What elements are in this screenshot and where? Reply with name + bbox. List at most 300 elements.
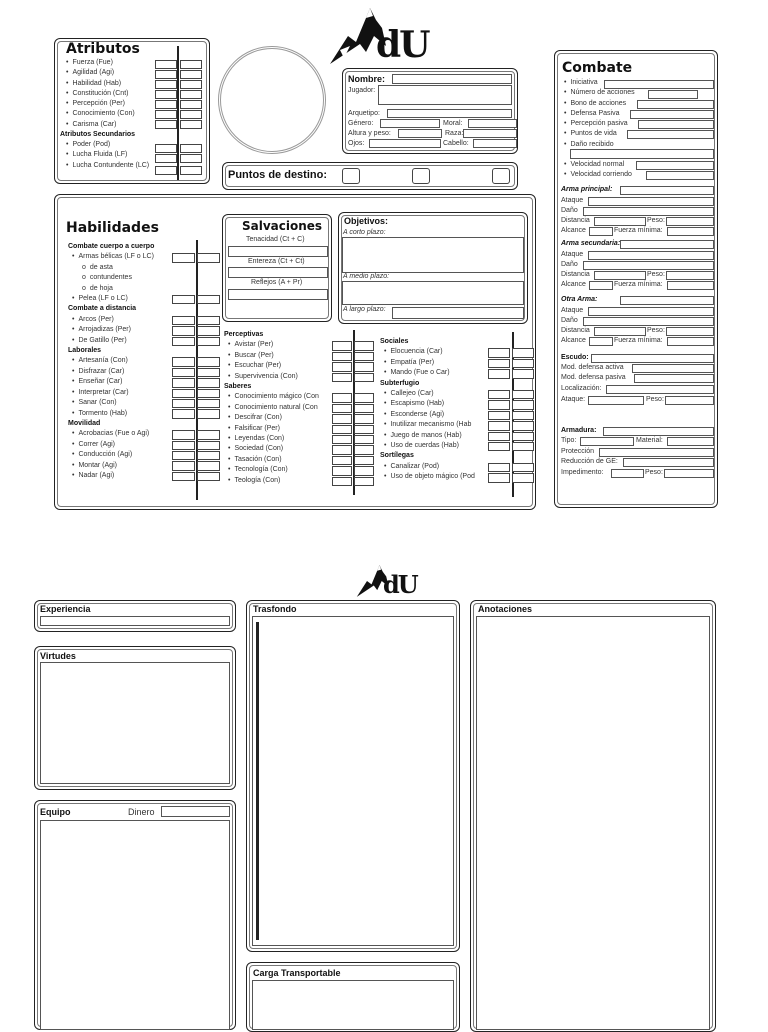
trasfondo-title: Trasfondo xyxy=(253,604,297,614)
skill-box-b-right-list-1-3[interactable] xyxy=(512,421,534,430)
skill-box-a-hab-list-2-2[interactable] xyxy=(172,378,195,387)
velocidad-normal: • Velocidad normal xyxy=(560,160,632,170)
combate-list-2 xyxy=(560,160,632,181)
skill-box-a-hab-list-2-5[interactable] xyxy=(172,409,195,418)
skill-box-b-right-list-1-4[interactable] xyxy=(512,432,534,441)
skill-box-b-mid-list-0-0[interactable] xyxy=(354,341,374,350)
skill-hab-list-2-1: • Disfrazar (Car) xyxy=(68,367,178,377)
attr-lucha-fluida: • Lucha Fluida (LF) xyxy=(62,150,149,160)
attr-base-box-4[interactable] xyxy=(155,100,177,109)
skill-box-b-mid-list-1-4[interactable] xyxy=(354,435,374,444)
mod-activa-field[interactable] xyxy=(632,364,714,373)
skill-hab-list-3-2: • Conducción (Agi) xyxy=(68,450,178,460)
skill-mid-list-0-3: • Supervivencia (Con) xyxy=(224,372,319,382)
skill-hab-list-1-0: • Arcos (Per) xyxy=(68,315,178,325)
attr-total-box-3[interactable] xyxy=(180,90,202,99)
weapon-1-title: Arma secundaria: xyxy=(561,240,621,247)
destino-box-2[interactable] xyxy=(412,168,430,184)
skill-hab-list-2-0: • Artesanía (Con) xyxy=(68,356,178,366)
skill-hab-list-3-0: • Acrobacias (Fue o Agi) xyxy=(68,429,178,439)
equipo-title: Equipo xyxy=(40,807,71,817)
weapon-0-fuerza-field[interactable] xyxy=(667,227,714,236)
logo-text-2: dU xyxy=(383,570,417,599)
skill-box-a-hab-list-3-2[interactable] xyxy=(172,451,195,460)
skill-right-list-1-4: • Juego de manos (Hab) xyxy=(380,431,475,441)
attr-total-box-2[interactable] xyxy=(180,80,202,89)
proteccion-field[interactable] xyxy=(599,448,714,457)
weapon-2-dano-field[interactable] xyxy=(583,317,714,326)
atributos-secundarios-title: Atributos Secundarios xyxy=(60,131,136,139)
weapon-1-dano-field[interactable] xyxy=(583,261,714,270)
skill-box-b-mid-list-0-2[interactable] xyxy=(354,362,374,371)
ojos-label: Ojos: xyxy=(348,140,365,147)
weapon-0-distancia-field[interactable] xyxy=(594,217,646,226)
skill-box-b-right-list-1-2[interactable] xyxy=(512,411,534,420)
trasfondo-field[interactable] xyxy=(252,616,454,946)
weapon-2-peso-label: Peso: xyxy=(647,327,665,334)
weapon-0-ataque-label: Ataque xyxy=(561,197,584,204)
anotaciones-title: Anotaciones xyxy=(478,604,533,614)
corto-plazo-label: A corto plazo: xyxy=(343,229,386,236)
skill-hab-list-1-1: • Arrojadizas (Per) xyxy=(68,325,178,335)
tenacidad-field[interactable] xyxy=(228,246,328,257)
combate-title: Combate xyxy=(562,60,633,76)
skill-box-a-right-list-2-0[interactable] xyxy=(488,463,510,472)
attr-base-box-3[interactable] xyxy=(155,90,177,99)
weapon-0-peso-label: Peso: xyxy=(647,217,665,224)
defensa-pasiva: • Defensa Pasiva xyxy=(560,109,635,119)
armadura-field[interactable] xyxy=(603,427,714,436)
skill-mid-list-0-2: • Escuchar (Per) xyxy=(224,361,319,371)
experiencia-field[interactable] xyxy=(40,616,230,626)
moral-label: Moral: xyxy=(443,120,463,127)
attr-total-box-8[interactable] xyxy=(180,154,202,163)
reflejos-label: Reflejos (A + Pr) xyxy=(251,279,303,286)
skill-box-a-hab-list-2-4[interactable] xyxy=(172,399,195,408)
group-right-list-1: Subterfugio xyxy=(380,379,420,387)
skill-box-a-right-list-1-1[interactable] xyxy=(488,400,510,409)
attr-base-box-7[interactable] xyxy=(155,144,177,153)
ojos-field[interactable] xyxy=(369,139,441,148)
attr-base-box-5[interactable] xyxy=(155,110,177,119)
virtudes-field[interactable] xyxy=(40,662,230,784)
corto-plazo-field[interactable] xyxy=(342,237,524,273)
weapon-2-alcance-field[interactable] xyxy=(589,337,613,346)
portrait-circle[interactable] xyxy=(218,46,326,154)
skill-hab-list-0-2: o contundentes xyxy=(68,273,178,283)
tenacidad-label: Tenacidad (Ct + C) xyxy=(246,236,305,243)
destino-label: Puntos de destino: xyxy=(228,169,327,181)
escudo-text: Escudo xyxy=(561,354,587,361)
jugador-field[interactable] xyxy=(378,85,512,105)
skill-box-a-mid-list-1-4[interactable] xyxy=(332,435,352,444)
escudo-ataque-field[interactable] xyxy=(588,396,644,405)
salvaciones-title: Salvaciones xyxy=(242,219,323,233)
skill-box-b-right-list-0-0[interactable] xyxy=(512,348,534,357)
skill-right-list-0-2: • Mando (Fue o Car) xyxy=(380,368,475,378)
skill-box-b-mid-list-1-0[interactable] xyxy=(354,393,374,402)
weapon-1-fuerza-field[interactable] xyxy=(667,281,714,290)
attr-base-box-0[interactable] xyxy=(155,60,177,69)
skill-box-a-right-list-0-0[interactable] xyxy=(488,348,510,357)
skill-box-a-mid-list-1-6[interactable] xyxy=(332,456,352,465)
numero-acciones-field[interactable] xyxy=(648,90,698,99)
carga-title: Carga Transportable xyxy=(253,968,341,978)
skill-mid-list-1-6: • Tasación (Con) xyxy=(224,455,319,465)
skill-box-a-mid-list-0-1[interactable] xyxy=(332,352,352,361)
skill-box-a-hab-list-1-1[interactable] xyxy=(172,326,195,335)
localizacion-field[interactable] xyxy=(606,385,714,394)
skill-mid-list-1-4: • Leyendas (Con) xyxy=(224,434,319,444)
skill-box-a-right-list-2-1[interactable] xyxy=(488,473,510,482)
genero-label: Género: xyxy=(348,120,374,127)
skill-box-a-hab-list-2-1[interactable] xyxy=(172,368,195,377)
armadura-label: Armadura: xyxy=(561,427,597,434)
group-mid-list-1: Saberes xyxy=(224,383,252,391)
skill-box-b-mid-list-1-6[interactable] xyxy=(354,456,374,465)
weapon-0-ataque-field[interactable] xyxy=(588,197,714,206)
skill-box-b-hab-list-3-2[interactable] xyxy=(197,451,220,460)
carga-field[interactable] xyxy=(252,980,454,1030)
skill-box-a-right-list-0-1[interactable] xyxy=(488,359,510,368)
skill-box-b-mid-list-1-5[interactable] xyxy=(354,445,374,454)
weapon-0-alcance-field[interactable] xyxy=(589,227,613,236)
skill-hab-list-3-1: • Correr (Agi) xyxy=(68,440,178,450)
attr-fuerza: • Fuerza (Fue) xyxy=(62,58,149,68)
skill-right-list-2-0: • Canalizar (Pod) xyxy=(380,462,475,472)
weapon-1-ataque-field[interactable] xyxy=(588,251,714,260)
escudo-ataque-label: Ataque: xyxy=(561,396,586,403)
skill-mid-list-1-0: • Conocimiento mágico (Con xyxy=(224,392,319,402)
escudo-peso-field[interactable] xyxy=(665,396,714,405)
skill-box-b-mid-list-0-3[interactable] xyxy=(354,373,374,382)
skill-right-list-1-2: • Esconderse (Agi) xyxy=(380,410,475,420)
medio-plazo-label: A medio plazo: xyxy=(343,273,390,280)
skill-box-b-hab-list-1-1[interactable] xyxy=(197,326,220,335)
defensa-pasiva-field[interactable] xyxy=(630,110,714,119)
skill-box-a-mid-list-1-1[interactable] xyxy=(332,404,352,413)
attr-base-box-8[interactable] xyxy=(155,154,177,163)
weapon-2-title-text: Otra Arma xyxy=(561,296,595,303)
anotaciones-field[interactable] xyxy=(476,616,710,1030)
skill-right-list-2-1: • Uso de objeto mágico (Pod xyxy=(380,472,475,482)
skill-box-b-mid-list-1-8[interactable] xyxy=(354,477,374,486)
jugador-label: Jugador: xyxy=(348,87,376,94)
skill-box-b-mid-list-1-1[interactable] xyxy=(354,404,374,413)
attr-base-box-6[interactable] xyxy=(155,120,177,129)
weapon-2-ataque-field[interactable] xyxy=(588,307,714,316)
skill-box-b-hab-list-3-0[interactable] xyxy=(197,430,220,439)
weapon-0-title-text: Arma principal xyxy=(561,186,611,193)
weapon-0-peso-field[interactable] xyxy=(666,217,714,226)
skill-mid-list-1-7: • Tecnología (Con) xyxy=(224,465,319,475)
bono-acciones-field[interactable] xyxy=(637,100,714,109)
weapon-1-ataque-label: Ataque xyxy=(561,251,584,258)
skill-box-a-mid-list-1-8[interactable] xyxy=(332,477,352,486)
skill-right-list-0-0: • Elocuencia (Car) xyxy=(380,347,475,357)
weapon-2-fuerza-field[interactable] xyxy=(667,337,714,346)
skill-box-a-mid-list-1-2[interactable] xyxy=(332,414,352,423)
bono-acciones: • Bono de acciones xyxy=(560,99,635,109)
attr-total-box-6[interactable] xyxy=(180,120,202,129)
weapon-2-distancia-label: Distancia xyxy=(561,327,590,334)
numero-acciones: • Número de acciones xyxy=(560,88,635,98)
tipo-field[interactable] xyxy=(580,437,634,446)
skill-box-b-hab-list-2-5[interactable] xyxy=(197,409,220,418)
weapon-2-name-field[interactable] xyxy=(620,296,714,305)
skill-box-a-mid-list-1-0[interactable] xyxy=(332,393,352,402)
skill-box-a-hab-list-2-0[interactable] xyxy=(172,357,195,366)
weapon-1-fuerza-label: Fuerza mínima: xyxy=(614,281,663,288)
weapon-2-peso-field[interactable] xyxy=(666,327,714,336)
percepcion-pasiva-field[interactable] xyxy=(638,120,714,129)
virtudes-title: Virtudes xyxy=(40,651,76,661)
skill-box-a-hab-list-3-1[interactable] xyxy=(172,441,195,450)
skill-box-b-mid-list-1-2[interactable] xyxy=(354,414,374,423)
weapon-1-distancia-label: Distancia xyxy=(561,271,590,278)
skill-mid-list-0-0: • Avistar (Per) xyxy=(224,340,319,350)
skill-box-a-mid-list-0-0[interactable] xyxy=(332,341,352,350)
attr-conocimiento: • Conocimiento (Con) xyxy=(62,109,149,119)
divider xyxy=(177,46,179,180)
weapon-0-fuerza-label: Fuerza mínima: xyxy=(614,227,663,234)
skill-box-a-mid-list-1-3[interactable] xyxy=(332,425,352,434)
skill-box-b-right-list-2-0[interactable] xyxy=(512,463,534,472)
attr-total-box-0[interactable] xyxy=(180,60,202,69)
trasfondo-bar xyxy=(256,622,259,940)
skill-mid-list-0-1: • Buscar (Per) xyxy=(224,351,319,361)
skill-box-b-hab-list-1-0[interactable] xyxy=(197,316,220,325)
group-hab-list-3: Movilidad xyxy=(68,419,101,427)
group-right-list-0: Sociales xyxy=(380,338,409,345)
escudo-peso-label: Peso: xyxy=(646,396,664,403)
attr-carisma: • Carisma (Car) xyxy=(62,120,149,130)
largo-plazo-field[interactable] xyxy=(392,307,524,319)
percepcion-pasiva: • Percepción pasiva xyxy=(560,119,635,129)
skill-box-a-right-list-1-4[interactable] xyxy=(488,432,510,441)
skill-box-b-right-list-0-2[interactable] xyxy=(512,369,534,378)
skill-box-b-right-list-1-5[interactable] xyxy=(512,442,534,451)
weapon-1-title-text: Arma secundaria xyxy=(561,240,618,247)
skill-box-b-right-list-2-1[interactable] xyxy=(512,473,534,482)
weapon-1-alcance-field[interactable] xyxy=(589,281,613,290)
group-mid-list-0: Perceptivas xyxy=(224,331,264,338)
skill-box-b-right-list-1-0[interactable] xyxy=(512,390,534,399)
weapon-2-alcance-label: Alcance xyxy=(561,337,586,344)
weapon-1-name-field[interactable] xyxy=(620,240,714,249)
nombre-label: Nombre: xyxy=(348,74,386,84)
skill-mid-list-1-8: • Teología (Con) xyxy=(224,476,319,486)
skill-right-list-1-1: • Escapismo (Hab) xyxy=(380,399,475,409)
skill-box-a-hab-list-3-4[interactable] xyxy=(172,472,195,481)
dano-recibido: • Daño recibido xyxy=(560,140,635,150)
skill-box-b-hab-list-3-4[interactable] xyxy=(197,472,220,481)
skill-mid-list-1-5: • Sociedad (Con) xyxy=(224,444,319,454)
skill-right-list-0-1: • Empatía (Per) xyxy=(380,358,475,368)
skill-box-b-hab-list-0-0[interactable] xyxy=(197,253,220,262)
skill-right-list-1-3: • Inutilizar mecanismo (Hab xyxy=(380,420,475,430)
attr-lucha-contundente: • Lucha Contundente (LC) xyxy=(62,161,149,171)
weapon-0-alcance-label: Alcance xyxy=(561,227,586,234)
genero-field[interactable] xyxy=(380,119,440,128)
skill-box-a-right-list-1-0[interactable] xyxy=(488,390,510,399)
weapon-0-dano-label: Daño xyxy=(561,207,578,214)
armadura-text: Armadura xyxy=(561,427,595,434)
mod-activa-label: Mod. defensa activa xyxy=(561,364,624,371)
skill-box-a-hab-list-0-4[interactable] xyxy=(172,295,195,304)
weapon-1-alcance-label: Alcance xyxy=(561,281,586,288)
material-field[interactable] xyxy=(667,437,714,446)
objetivos-title: Objetivos: xyxy=(344,216,389,226)
escudo-field[interactable] xyxy=(591,354,714,363)
impedimento-field[interactable] xyxy=(611,469,644,478)
puntos-vida: • Puntos de vida xyxy=(560,129,635,139)
attr-total-box-1[interactable] xyxy=(180,70,202,79)
dano-recibido-field[interactable] xyxy=(570,149,714,159)
skill-hab-list-0-1: o de asta xyxy=(68,263,178,273)
skill-box-b-hab-list-0-4[interactable] xyxy=(197,295,220,304)
material-label: Material: xyxy=(636,437,663,444)
skill-hab-list-2-4: • Sanar (Con) xyxy=(68,398,178,408)
skill-hab-list-0-4: • Pelea (LF o LC) xyxy=(68,294,178,304)
skill-box-a-right-list-0-2[interactable] xyxy=(488,369,510,378)
skill-box-b-hab-list-2-0[interactable] xyxy=(197,357,220,366)
skill-box-b-hab-list-3-1[interactable] xyxy=(197,441,220,450)
attr-agilidad: • Agilidad (Agi) xyxy=(62,68,149,78)
skill-box-a-mid-list-0-2[interactable] xyxy=(332,362,352,371)
skill-box-b-mid-list-0-1[interactable] xyxy=(354,352,374,361)
skill-box-a-hab-list-3-0[interactable] xyxy=(172,430,195,439)
skill-hab-list-3-3: • Montar (Agi) xyxy=(68,461,178,471)
attr-total-box-5[interactable] xyxy=(180,110,202,119)
destino-box-1[interactable] xyxy=(342,168,360,184)
armadura-peso-field[interactable] xyxy=(664,469,714,478)
raza-field[interactable] xyxy=(463,129,517,138)
skill-box-a-hab-list-2-3[interactable] xyxy=(172,389,195,398)
skill-box-a-hab-list-0-0[interactable] xyxy=(172,253,195,262)
skill-mid-list-1-3: • Falsificar (Per) xyxy=(224,424,319,434)
skill-box-a-hab-list-1-0[interactable] xyxy=(172,316,195,325)
skill-right-list-1-5: • Uso de cuerdas (Hab) xyxy=(380,441,475,451)
skill-box-b-hab-list-1-2[interactable] xyxy=(197,337,220,346)
medio-plazo-field[interactable] xyxy=(342,281,524,305)
group-hab-list-1: Combate a distancia xyxy=(68,305,137,313)
armadura-peso-label: Peso: xyxy=(645,469,663,476)
logo-text: dU xyxy=(376,24,429,66)
skill-right-list-1-0: • Callejeo (Car) xyxy=(380,389,475,399)
skill-box-a-right-list-1-3[interactable] xyxy=(488,421,510,430)
skill-box-a-mid-list-1-7[interactable] xyxy=(332,466,352,475)
skill-mid-list-1-2: • Descifrar (Con) xyxy=(224,413,319,423)
tipo-label: Tipo: xyxy=(561,437,577,444)
equipo-field[interactable] xyxy=(40,820,230,1030)
reduccion-label: Reducción de GE: xyxy=(561,458,618,465)
weapon-1-peso-label: Peso: xyxy=(647,271,665,278)
attr-base-box-1[interactable] xyxy=(155,70,177,79)
skill-box-b-hab-list-2-3[interactable] xyxy=(197,389,220,398)
attr-total-box-7[interactable] xyxy=(180,144,202,153)
atributos-title: Atributos xyxy=(66,41,140,57)
skill-box-b-hab-list-2-1[interactable] xyxy=(197,368,220,377)
attr-base-box-2[interactable] xyxy=(155,80,177,89)
weapon-1-peso-field[interactable] xyxy=(666,271,714,280)
weapon-2-fuerza-label: Fuerza mínima: xyxy=(614,337,663,344)
velocidad-corriendo-field[interactable] xyxy=(646,171,714,180)
entereza-field[interactable] xyxy=(228,267,328,278)
skill-box-b-hab-list-2-4[interactable] xyxy=(197,399,220,408)
skill-hab-list-0-3: o de hoja xyxy=(68,284,178,294)
velocidad-normal-field[interactable] xyxy=(636,161,714,170)
skill-box-b-mid-list-1-7[interactable] xyxy=(354,466,374,475)
skill-hab-list-3-4: • Nadar (Agi) xyxy=(68,471,178,481)
arquetipo-field[interactable] xyxy=(387,109,512,118)
skill-box-b-right-list-1-1[interactable] xyxy=(512,400,534,409)
skill-hab-list-2-5: • Tormento (Hab) xyxy=(68,409,178,419)
altura-peso-field[interactable] xyxy=(398,129,442,138)
skill-box-a-hab-list-1-2[interactable] xyxy=(172,337,195,346)
skill-box-a-right-list-1-5[interactable] xyxy=(488,442,510,451)
reflejos-field[interactable] xyxy=(228,289,328,300)
nombre-field[interactable] xyxy=(392,74,512,84)
weapon-0-distancia-label: Distancia xyxy=(561,217,590,224)
iniciativa-field[interactable] xyxy=(604,80,714,89)
group-hab-list-2: Laborales xyxy=(68,347,102,355)
group-hab-list-0: Combate cuerpo a cuerpo xyxy=(68,243,155,250)
perceptivas-saberes-list xyxy=(224,330,319,486)
dinero-field[interactable] xyxy=(161,806,230,817)
skill-box-b-hab-list-3-3[interactable] xyxy=(197,461,220,470)
skill-hab-list-1-2: • De Gatillo (Per) xyxy=(68,336,178,346)
weapon-2-distancia-field[interactable] xyxy=(594,327,646,336)
localizacion-label: Localización: xyxy=(561,385,602,392)
skill-box-b-mid-list-1-3[interactable] xyxy=(354,425,374,434)
weapon-1-dano-label: Daño xyxy=(561,261,578,268)
skill-hab-list-2-2: • Enseñar (Car) xyxy=(68,377,178,387)
attr-base-box-9[interactable] xyxy=(155,166,177,175)
skill-box-a-mid-list-1-5[interactable] xyxy=(332,445,352,454)
weapon-2-ataque-label: Ataque xyxy=(561,307,584,314)
sociales-list xyxy=(380,337,475,483)
attr-habilidad: • Habilidad (Hab) xyxy=(62,79,149,89)
skill-box-a-right-list-1-2[interactable] xyxy=(488,411,510,420)
attr-total-box-9[interactable] xyxy=(180,166,202,175)
reduccion-field[interactable] xyxy=(623,458,714,467)
skill-mid-list-1-1: • Conocimiento natural (Con xyxy=(224,403,319,413)
mod-pasiva-label: Mod. defensa pasiva xyxy=(561,374,626,381)
logo xyxy=(326,6,430,66)
weapon-0-name-field[interactable] xyxy=(620,186,714,195)
weapon-1-distancia-field[interactable] xyxy=(594,271,646,280)
mod-pasiva-field[interactable] xyxy=(634,374,714,383)
attr-constitucion: • Constitución (Cnt) xyxy=(62,89,149,99)
skill-hab-list-2-3: • Interpretar (Car) xyxy=(68,388,178,398)
destino-box-3[interactable] xyxy=(492,168,510,184)
skill-box-a-hab-list-3-3[interactable] xyxy=(172,461,195,470)
skill-box-b-hab-list-2-2[interactable] xyxy=(197,378,220,387)
attr-percepcion: • Percepción (Per) xyxy=(62,99,149,109)
skill-hab-list-0-0: • Armas bélicas (LF o LC) xyxy=(68,252,178,262)
skill-box-a-mid-list-0-3[interactable] xyxy=(332,373,352,382)
cabello-field[interactable] xyxy=(473,139,517,148)
skill-box-b-right-list-0-1[interactable] xyxy=(512,359,534,368)
atributos-list xyxy=(62,58,149,171)
attr-total-box-4[interactable] xyxy=(180,100,202,109)
weapon-0-dano-field[interactable] xyxy=(583,207,714,216)
iniciativa: • Iniciativa xyxy=(560,78,635,88)
moral-field[interactable] xyxy=(468,119,517,128)
attr-poder: • Poder (Pod) xyxy=(62,140,149,150)
puntos-vida-field[interactable] xyxy=(627,130,714,139)
